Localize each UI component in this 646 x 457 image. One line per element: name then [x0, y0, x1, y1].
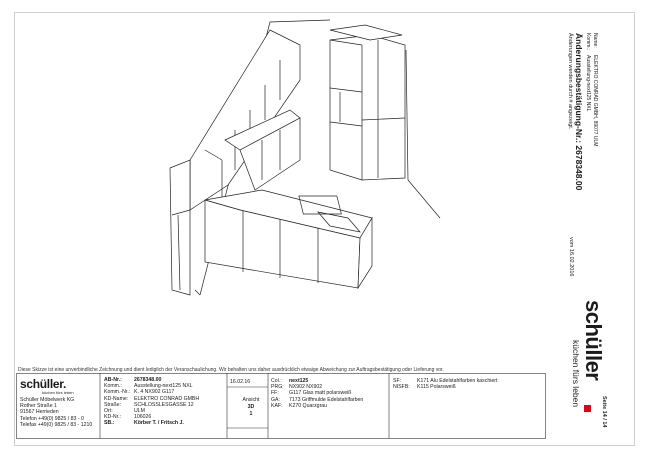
spec-prg-value: NX902 NX902	[289, 384, 323, 391]
spec-ga-value: 7173 Griffmulde Edelstahlfarben	[289, 396, 364, 403]
header-name-label: Name:	[592, 33, 598, 48]
spec-sf-label: SF:	[393, 378, 402, 384]
view-number: 1	[249, 411, 253, 417]
company-street: Rother Straße 1	[20, 403, 57, 410]
order-komm-value: Ausstellung-next125 NXL	[134, 383, 193, 390]
side-logo: schüller	[581, 300, 606, 381]
order-kommnr-value: K. 4 NX902 G117	[134, 389, 175, 396]
company-fax: Telefax +49(0) 9825 / 83 - 1210	[20, 421, 93, 428]
spec-col-value: next125	[289, 378, 309, 384]
specs-extra-block	[393, 378, 543, 390]
order-komm-label: Komm.:	[104, 383, 122, 390]
company-block	[20, 377, 93, 428]
order-date: 16.02.16	[230, 379, 251, 385]
spec-nisfb-label: NISFB:	[393, 384, 410, 391]
spec-prg-label: PRG:	[271, 384, 284, 391]
spec-kaf-label: KAF:	[271, 402, 283, 409]
left-tall-unit	[170, 160, 190, 295]
order-kommnr-label: Komm.-Nr.:	[104, 389, 131, 396]
order-abnr-label: AB-Nr.:	[104, 377, 122, 383]
spec-col-label: Col.:	[271, 378, 282, 384]
company-phone: Telefon +49(0) 9825 / 83 - 0	[20, 415, 84, 422]
order-ort-label: Ort:	[104, 408, 113, 415]
view-mode: 3D	[247, 404, 255, 410]
order-street-label: Straße:	[104, 401, 122, 408]
spec-ga-label: GA:	[271, 396, 280, 403]
order-ort-value: ULM	[134, 408, 145, 415]
order-kdname-label: KD-Name:	[104, 395, 129, 402]
side-logo-tagline: küchen fürs leben	[571, 340, 581, 408]
order-street-value: SCHLOSSLESGASSE 12	[134, 401, 194, 408]
order-kdnr-label: KD-Nr.:	[104, 414, 122, 421]
order-sb-label: SB.:	[104, 420, 115, 427]
disclaimer: Diese Skizze ist eine unverbindliche Zeichnung und dient lediglich der Veranschaulichung. Wir behalten uns daher ausdrücklich etwaige Abweichung zur Auftragsbestätigung oder Lieferung vor.	[18, 367, 444, 373]
page-number: Seite 14 / 14	[601, 396, 607, 428]
order-abnr-value: 2678348.00	[134, 377, 162, 383]
company-name: Schüller Möbelwerk KG	[20, 397, 75, 403]
order-kdnr-value: 106026	[134, 414, 152, 421]
page-title: Änderungsbestätigung-Nr.: 2678348.00	[574, 33, 584, 191]
tall-units-right	[330, 35, 405, 180]
order-kdname-value: ELEKTRO CONRAD GMBH	[134, 395, 200, 402]
header-komm-value: Ausstellung-next125 NXL	[585, 55, 591, 112]
company-logo: schüller.	[20, 377, 66, 391]
company-city: 91567 Herrieden	[20, 409, 59, 416]
header-name-value: ELEKTRO CONRAD GMBH, 89077 ULM	[592, 55, 598, 147]
order-block	[104, 377, 228, 427]
kitchen-3d-drawing	[160, 15, 450, 315]
spec-sf-value: K171 Alu Edelstahlfarben kaschiert	[417, 378, 498, 384]
spec-nisfb-value: K115 Polarsweiß	[417, 384, 456, 391]
spec-ff-label: FF:	[271, 390, 279, 397]
view-label: Ansicht	[242, 397, 260, 403]
page-subtitle: Änderungen werden durch # angezeigt.	[567, 33, 573, 130]
order-sb-value: Körber T. / Fritsch J.	[134, 420, 184, 427]
header-date: vom 16.02.2016	[568, 237, 574, 277]
company-logo-sub: küchen fürs leben	[42, 390, 74, 395]
header-komm-label: Komm.:	[585, 33, 591, 51]
spec-kaf-value: K270 Quarzgrau	[289, 402, 328, 409]
spec-ff-value: G117 Glas matt polarsweiß	[289, 390, 352, 397]
side-logo-dot	[584, 405, 591, 412]
specs-block	[271, 378, 389, 409]
